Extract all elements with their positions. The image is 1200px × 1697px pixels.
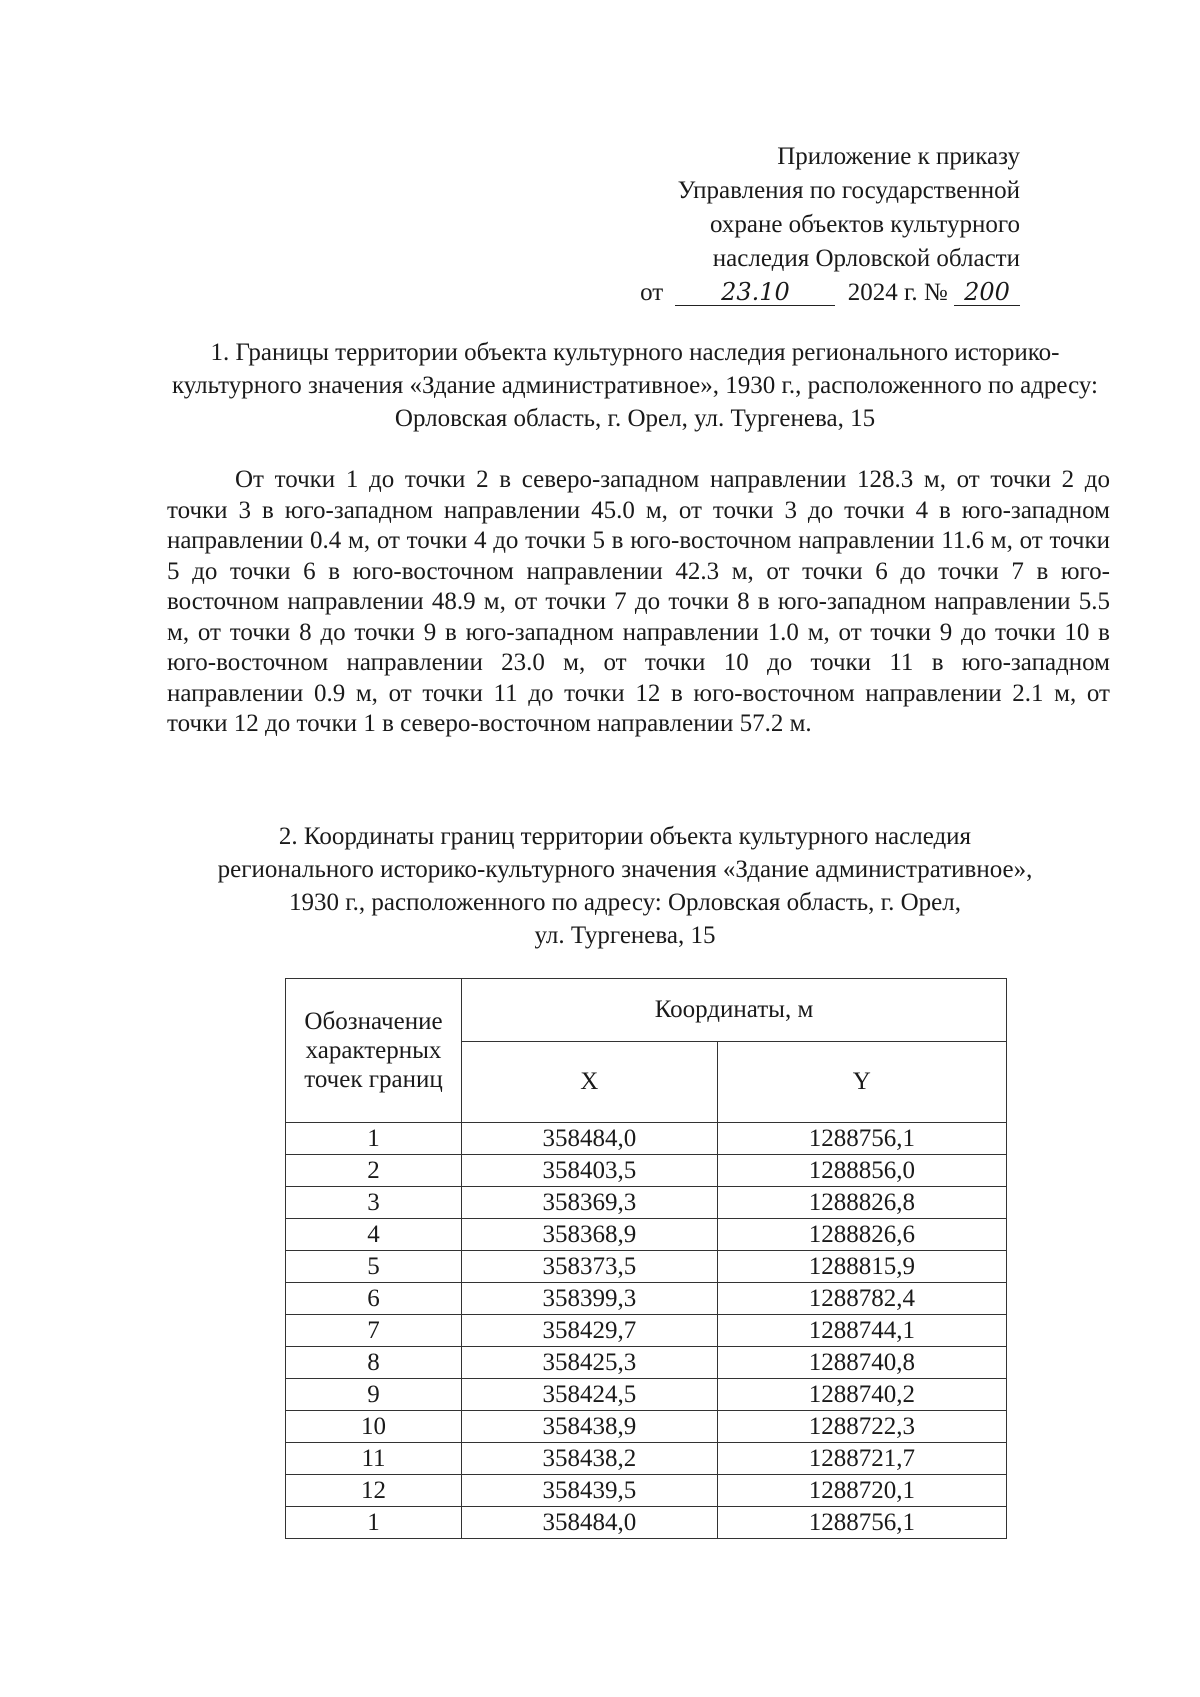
y-coordinate-cell: 1288740,2 <box>717 1379 1006 1411</box>
x-coordinate-cell: 358403,5 <box>462 1155 718 1187</box>
handwritten-date: 23.10 <box>675 279 835 306</box>
coordinates-table <box>285 978 1007 1539</box>
table-row <box>286 1475 1007 1507</box>
x-coordinate-cell: 358429,7 <box>462 1315 718 1347</box>
section-2-title-line-1: 2. Координаты границ территории объекта культурного наследия <box>278 823 972 850</box>
coordinates-rows <box>286 1123 1007 1539</box>
table-row <box>286 1347 1007 1379</box>
header-line-2: Управления по государственной <box>677 177 1020 204</box>
x-coordinate-cell: 358425,3 <box>462 1347 718 1379</box>
y-coordinate-cell: 1288756,1 <box>717 1123 1006 1155</box>
x-coordinate-cell: 358484,0 <box>462 1507 718 1539</box>
y-coordinate-cell: 1288721,7 <box>717 1443 1006 1475</box>
point-cell: 1 <box>286 1123 462 1155</box>
y-coordinate-cell: 1288740,8 <box>717 1347 1006 1379</box>
section-2-title-line-3: 1930 г., расположенного по адресу: Орловская область, г. Орел, <box>289 889 961 916</box>
x-coordinate-cell: 358438,2 <box>462 1443 718 1475</box>
point-cell: 2 <box>286 1155 462 1187</box>
table-row <box>286 1507 1007 1539</box>
section-1-title: 1. Границы территории объекта культурного наследия регионального историко-культурного значения «Здание административное», 1930 г., расположенного по адресу: Орловская область, г. Орел, ул. Тургенева, 15 <box>171 339 1098 432</box>
table-row <box>286 1411 1007 1443</box>
x-coordinate-cell: 358373,5 <box>462 1251 718 1283</box>
section-2-title-line-2: регионального историко-культурного значения «Здание административное», <box>217 856 1033 883</box>
y-coordinate-cell: 1288756,1 <box>717 1507 1006 1539</box>
y-coordinate-cell: 1288744,1 <box>717 1315 1006 1347</box>
section-2-title <box>185 820 1065 952</box>
table-row <box>286 1155 1007 1187</box>
point-cell: 10 <box>286 1411 462 1443</box>
point-cell: 1 <box>286 1507 462 1539</box>
section-2-title-line-4: ул. Тургенева, 15 <box>534 922 716 949</box>
table-row <box>286 1379 1007 1411</box>
header-line-4: наследия Орловской области <box>712 245 1020 272</box>
appendix-header <box>500 140 1020 310</box>
order-date-number-line <box>500 276 1020 310</box>
x-coordinate-cell: 358484,0 <box>462 1123 718 1155</box>
table-row <box>286 1443 1007 1475</box>
x-coordinate-cell: 358439,5 <box>462 1475 718 1507</box>
x-coordinate-cell: 358368,9 <box>462 1219 718 1251</box>
table-row <box>286 1283 1007 1315</box>
coordinates-header: Координаты, м <box>462 979 1007 1042</box>
boundary-description-paragraph: От точки 1 до точки 2 в северо-западном направлении 128.3 м, от точки 2 до точки 3 в юго-западном направлении 45.0 м, от точки 3 до точки 4 в юго-западном направлении 0.4 м, от точки 4 до точки 5 в юго-восточном направлении 11.6 м, от точки 5 до точки 6 в юго-восточном направлении 42.3 м, от точки 6 до точки 7 в юго-восточном направлении 48.9 м, от точки 7 до точки 8 в юго-западном направлении 5.5 м, от точки 8 до точки 9 в юго-западном направлении 1.0 м, от точки 9 до точки 10 в юго-восточном направлении 23.0 м, от точки 10 до точки 11 в юго-западном направлении 0.9 м, от точки 11 до точки 12 в юго-восточном направлении 2.1 м, от точки 12 до точки 1 в северо-восточном направлении 57.2 м. <box>167 466 1110 737</box>
point-cell: 4 <box>286 1219 462 1251</box>
y-coordinate-cell: 1288782,4 <box>717 1283 1006 1315</box>
point-cell: 12 <box>286 1475 462 1507</box>
x-coordinate-cell: 358399,3 <box>462 1283 718 1315</box>
y-coordinate-cell: 1288720,1 <box>717 1475 1006 1507</box>
y-coordinate-cell: 1288815,9 <box>717 1251 1006 1283</box>
year-label: 2024 г. № <box>847 279 948 306</box>
header-line-3: охране объектов культурного <box>709 211 1020 238</box>
table-row <box>286 1187 1007 1219</box>
point-cell: 9 <box>286 1379 462 1411</box>
point-cell: 5 <box>286 1251 462 1283</box>
point-cell: 3 <box>286 1187 462 1219</box>
point-cell: 11 <box>286 1443 462 1475</box>
table-row <box>286 1123 1007 1155</box>
y-header: Y <box>717 1042 1006 1123</box>
y-coordinate-cell: 1288722,3 <box>717 1411 1006 1443</box>
point-cell: 6 <box>286 1283 462 1315</box>
table-row <box>286 1219 1007 1251</box>
from-label: от <box>640 279 664 306</box>
point-cell: 7 <box>286 1315 462 1347</box>
handwritten-order-number: 200 <box>954 279 1020 306</box>
x-coordinate-cell: 358438,9 <box>462 1411 718 1443</box>
point-cell: 8 <box>286 1347 462 1379</box>
y-coordinate-cell: 1288826,6 <box>717 1219 1006 1251</box>
x-coordinate-cell: 358424,5 <box>462 1379 718 1411</box>
table-row <box>286 1315 1007 1347</box>
y-coordinate-cell: 1288826,8 <box>717 1187 1006 1219</box>
y-coordinate-cell: 1288856,0 <box>717 1155 1006 1187</box>
table-row <box>286 1251 1007 1283</box>
x-header: X <box>462 1042 718 1123</box>
point-designation-header: Обозначение характерных точек границ <box>286 979 462 1123</box>
header-line-1: Приложение к приказу <box>777 143 1020 170</box>
x-coordinate-cell: 358369,3 <box>462 1187 718 1219</box>
